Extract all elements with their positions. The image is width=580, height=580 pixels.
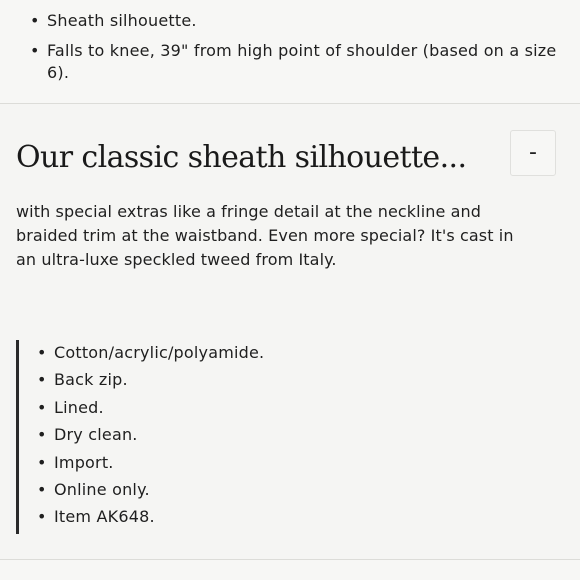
list-item <box>30 10 560 32</box>
fit-item-text: Falls to knee, 39" from high point of shoulder (based on a size 6). <box>47 41 557 82</box>
bullet-icon: • <box>37 479 47 499</box>
bullet-icon: • <box>37 370 47 390</box>
list-item <box>37 343 337 363</box>
details-bullet-list <box>37 343 337 535</box>
bullet-icon: • <box>30 11 40 30</box>
bullet-icon: • <box>37 452 47 472</box>
next-section-edge <box>0 560 580 580</box>
section-heading: Our classic sheath silhouette... <box>16 140 467 175</box>
bullet-icon: • <box>37 425 47 445</box>
list-item <box>30 40 560 84</box>
detail-text: Dry clean. <box>54 425 138 445</box>
bullet-icon: • <box>37 397 47 417</box>
collapse-button[interactable]: - <box>510 130 556 176</box>
detail-text: Lined. <box>54 397 104 417</box>
product-description: with special extras like a fringe detail at the neckline and braided trim at the waistband. Even more special? It's cast in an ultra-luxe speckled tweed from Italy. <box>16 202 514 269</box>
list-item <box>37 507 337 527</box>
detail-text: Item AK648. <box>54 507 155 527</box>
detail-text: Import. <box>54 452 114 472</box>
previous-details-section <box>0 0 580 104</box>
list-item <box>37 480 337 500</box>
list-item <box>37 425 337 445</box>
fit-item-text: Sheath silhouette. <box>47 11 197 30</box>
product-description-section <box>0 104 580 560</box>
detail-text: Back zip. <box>54 370 128 390</box>
list-item <box>37 370 337 390</box>
list-item <box>37 453 337 473</box>
bullet-icon: • <box>37 507 47 527</box>
fit-bullet-list <box>30 10 560 92</box>
detail-text: Online only. <box>54 479 150 499</box>
bullet-icon: • <box>30 41 40 60</box>
bullet-icon: • <box>37 343 47 362</box>
product-details-block <box>16 340 265 534</box>
detail-text: Cotton/acrylic/polyamide. <box>54 343 265 362</box>
list-item <box>37 398 337 418</box>
